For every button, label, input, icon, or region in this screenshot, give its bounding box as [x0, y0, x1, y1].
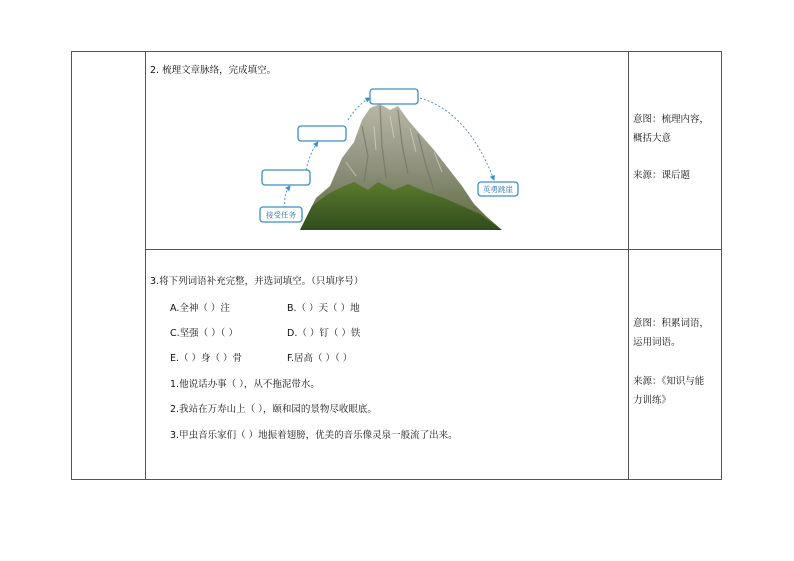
column-divider-1 — [145, 52, 146, 479]
task2-source: 来源：课后题 — [633, 170, 691, 181]
task3-intent-line2: 运用词语。 — [633, 337, 681, 348]
task2-intent-line2: 概括大意 — [633, 133, 672, 144]
fill-sentence-1: 1.他说话办事（ ），从不拖泥带水。 — [170, 379, 320, 390]
blank-box-2 — [298, 126, 346, 141]
word-option-f: F.居高（ ）（ ） — [287, 353, 353, 364]
task3-source-line2: 力训练》 — [633, 395, 672, 406]
task2-intent — [633, 110, 709, 148]
task3-intent — [633, 314, 709, 352]
word-option-c: C.坚强（ ）（ ） — [170, 328, 238, 339]
row-divider — [145, 249, 721, 250]
blank-box-1 — [262, 170, 310, 185]
mountain-diagram — [258, 86, 513, 236]
word-option-b: B.（ ）天（ ）地 — [287, 303, 360, 314]
word-option-e: E.（ ）身（ ）骨 — [170, 353, 243, 364]
task3-source-line1: 来源：《知识与能 — [633, 376, 705, 387]
fill-sentence-2: 2.我站在万寿山上（ ），颐和园的景物尽收眼底。 — [170, 404, 377, 415]
flow-arrow-2 — [306, 142, 318, 170]
blank-box-3 — [370, 89, 418, 104]
column-divider-2 — [628, 52, 629, 479]
word-option-d: D.（ ）钉（ ）铁 — [287, 328, 361, 339]
fill-sentence-3: 3.甲虫音乐家们（ ）地振着翅膀，优美的音乐像灵泉一般流了出来。 — [170, 430, 458, 441]
task2-title: 2. 梳理文章脉络，完成填空。 — [150, 65, 277, 76]
start-label: 接受任务 — [266, 210, 296, 220]
mountain-image — [300, 104, 502, 230]
end-label: 英勇跳崖 — [483, 185, 513, 194]
task3-source — [633, 372, 704, 410]
start-label-box — [260, 207, 302, 222]
task2-intent-line1: 意图：梳理内容， — [633, 114, 710, 125]
word-option-a: A.全神（ ）注 — [170, 303, 230, 314]
task3-intent-line1: 意图：积累词语， — [633, 318, 710, 329]
end-label-box — [478, 182, 518, 196]
task3-title: 3.将下列词语补充完整，并选词填空。（只填序号） — [150, 276, 364, 287]
